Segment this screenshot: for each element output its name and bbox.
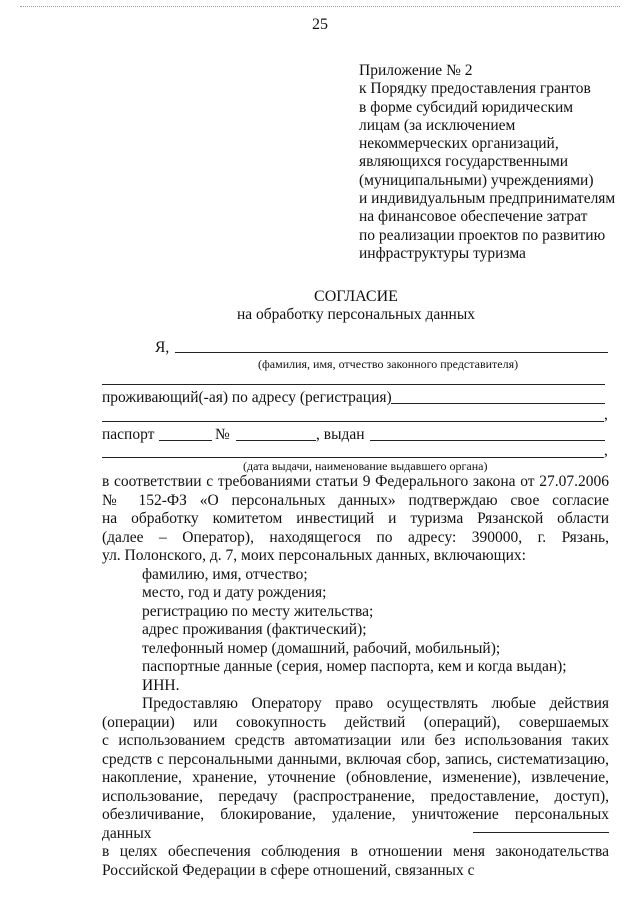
- body-line: накопление, хранение, уточнение (обновление, изменение), извлечение,: [102, 769, 609, 786]
- scan-edge-artifact: [20, 6, 620, 13]
- relations-sphere-field[interactable]: [473, 832, 609, 833]
- comma: ,: [604, 406, 608, 423]
- appendix-line: Приложение № 2: [359, 62, 473, 79]
- data-list-item: паспортные данные (серия, номер паспорта, кем и когда выдан);: [142, 658, 567, 675]
- full-name-hint: (фамилия, имя, отчество законного представителя): [258, 357, 519, 371]
- body-line: использование, передачу (распространение, предоставление, доступ),: [102, 787, 609, 805]
- passport-label: паспорт: [102, 426, 155, 443]
- body-line: Предоставляю Оператору право осуществлять любые действия: [142, 695, 609, 712]
- appendix-line: лицам (за исключением: [359, 116, 516, 134]
- full-name-field[interactable]: [175, 352, 608, 353]
- body-line: с использованием средств автоматизации или без использования таких: [102, 732, 609, 749]
- appendix-line: и индивидуальным предпринимателям: [359, 190, 616, 208]
- address-field[interactable]: [391, 403, 605, 404]
- body-line: (операции) или совокупность действий (операций), совершаемых: [102, 713, 609, 731]
- page-number: 25: [312, 16, 328, 33]
- issued-by-field[interactable]: [370, 440, 605, 441]
- issued-label: , выдан: [316, 426, 365, 443]
- address-field-continued[interactable]: [102, 421, 604, 422]
- data-list-item: место, год и дату рождения;: [142, 584, 327, 601]
- issue-details-field[interactable]: [102, 457, 604, 458]
- data-list-item: телефонный номер (домашний, рабочий, мобильный);: [142, 639, 501, 657]
- body-line: Российской Федерации в сфере отношений, связанных с: [102, 861, 475, 879]
- appendix-line: в форме субсидий юридическим: [359, 98, 574, 116]
- document-title: СОГЛАСИЕ: [314, 288, 398, 305]
- appendix-line: (муниципальными) учреждениями): [359, 171, 594, 189]
- issue-details-hint: (дата выдачи, наименование выдавшего органа): [243, 459, 488, 473]
- passport-number-field[interactable]: [236, 440, 316, 441]
- data-list-item: адрес проживания (фактический);: [142, 621, 367, 638]
- body-line: (далее – Оператор), находящегося по адресу: 390000, г. Рязань,: [102, 528, 609, 546]
- body-line: средств с персональными данными, включая сбор, запись, систематизацию,: [102, 750, 609, 768]
- consent-body: [102, 473, 609, 880]
- appendix-line: на финансовое обеспечение затрат: [359, 208, 588, 226]
- body-line: в целях обеспечения соблюдения в отношении меня законодательства: [102, 843, 609, 860]
- data-list-item: регистрацию по месту жительства;: [142, 602, 374, 620]
- body-line: № 152-ФЗ «О персональных данных» подтверждаю свое согласие: [102, 491, 609, 509]
- i-label: Я,: [155, 339, 170, 356]
- body-line: на обработку комитетом инвестиций и туризма Рязанской области: [102, 510, 609, 527]
- passport-number-label: №: [215, 426, 230, 443]
- body-line: ул. Полонского, д. 7, моих персональных данных, включающих:: [102, 547, 526, 564]
- body-line: в соответствии с требованиями статьи 9 Федерального закона от 27.07.2006: [102, 473, 609, 490]
- data-list-item: ИНН.: [142, 676, 180, 694]
- appendix-line: к Порядку предоставления грантов: [359, 80, 591, 98]
- address-label: проживающий(-ая) по адресу (регистрация): [102, 389, 392, 406]
- appendix-line: инфраструктуры туризма: [359, 244, 526, 262]
- document-subtitle: на обработку персональных данных: [237, 306, 475, 323]
- passport-series-field[interactable]: [159, 440, 212, 441]
- appendix-line: являющихся государственными: [359, 153, 569, 171]
- appendix-header: [359, 62, 629, 263]
- body-line: обезличивание, блокирование, удаление, уничтожение персональных данных: [102, 806, 609, 842]
- full-name-field-continued[interactable]: [102, 384, 605, 385]
- data-list-item: фамилию, имя, отчество;: [142, 565, 308, 583]
- appendix-line: по реализации проектов по развитию: [359, 226, 606, 244]
- appendix-line: некоммерческих организаций,: [359, 135, 559, 153]
- comma: ,: [604, 442, 608, 459]
